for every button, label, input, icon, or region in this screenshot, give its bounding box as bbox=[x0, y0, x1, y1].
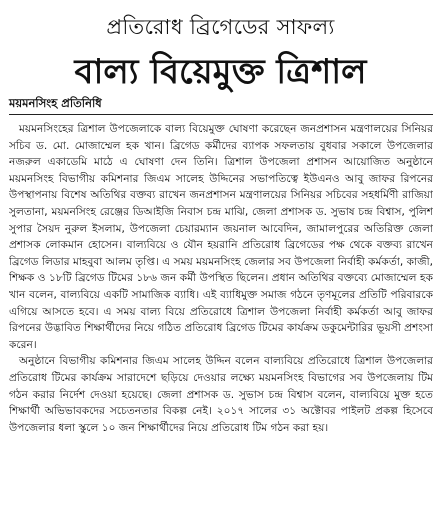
article-byline: ময়মনসিংহ প্রতিনিধি bbox=[9, 96, 102, 110]
article-kicker: প্রতিরোধ ব্রিগেডের সাফল্য bbox=[106, 15, 335, 39]
article-paragraph: ময়মনসিংহের ত্রিশাল উপজেলাকে বাল্য বিয়েমুক্ত ঘোষণা করেছেন জনপ্রশাসন মন্ত্রণালয়ের সিনিয়র সচিব ড. মো. মোজাম্মেল হক খান। ব্রিগেড কর্মীদের ব্যাপক সফলতায় বুধবার সকালে উপজেলার নজরুল একাডেমি মাঠে এ ঘোষণা দেন তিনি। ত্রিশাল উপজেলা প্রশাসন আয়োজিত অনুষ্ঠানে ময়মনসিংহ বিভাগীয় কমিশনার জিএম সালেহ উদ্দিনের সভাপতিত্বে ইউএনও আবু জাফর রিপনের উপস্থাপনায় বিশেষ অতিথির বক্তব্য রাখেন জনপ্রশাসন মন্ত্রণালয়ের সিনিয়র সচিবের সহধর্মিণী রাজিয়া সুলতানা, ময়মনসিংহ রেঞ্জের ডিআইজি নিবাস চন্দ্র মাঝি, জেলা প্রশাসক ড. সুভাষ চন্দ্র বিশ্বাস, পুলিশ সুপার সৈয়দ নুরুল ইসলাম, উপজেলা চেয়ারম্যান জয়নাল আবেদিন, জামালপুরের অতিরিক্ত জেলা প্রশাসক লোকমান হোসেন। বাল্যবিয়ে ও যৌন হয়রানি প্রতিরোধ ব্রিগেডের পক্ষ থেকে বক্তব্য রাখেন ব্রিগেড লিডার মাহবুবা আলম তৃপ্তি। এ সময় ময়মনসিংহ জেলার সব উপজেলা নির্বাহী কর্মকর্তা, কাজী, শিক্ষক ও ১৮টি ব্রিগেড টিমের ১৮৬ জন কর্মী উপস্থিত ছিলেন। প্রধান অতিথির বক্তব্যে মোজাম্মেল হক খান বলেন, বাল্যবিয়ে একটি সামাজিক ব্যাধি। এই ব্যাধিমুক্ত সমাজ গঠনে তৃণমূলের প্রতিটি পরিবারকে এগিয়ে আসতে হবে। এ সময় বাল্য বিয়ে প্রতিরোধে ত্রিশাল উপজেলা নির্বাহী কর্মকর্তা আবু জাফর রিপনের উদ্ভাবিত শিক্ষার্থীদের নিয়ে গঠিত প্রতিরোধ ব্রিগেড টিমের কার্যক্রম ডকুমেন্টারির ভূয়সী প্রশংসা করেন। bbox=[9, 123, 433, 351]
article-headline: বাল্য বিয়েমুক্ত ত্রিশাল bbox=[74, 52, 367, 92]
article-body bbox=[9, 121, 433, 507]
article-paragraph: অনুষ্ঠানে বিভাগীয় কমিশনার জিএম সালেহ উদ্দিন বলেন বাল্যবিয়ে প্রতিরোধে ত্রিশাল উপজেলার প্রতিরোধ টিমের কার্যক্রম সারাদেশে ছড়িয়ে দেওয়ার লক্ষ্যে ময়মনসিংহ বিভাগের সব উপজেলায় টিম গঠন করার নির্দেশ দেওয়া হয়েছে। জেলা প্রশাসক ড. সুভাস চন্দ্র বিশ্বাস বলেন, বাল্যবিয়ে মুক্ত হতে শিক্ষার্থী অভিভাবকদের সচেতনতার বিকল্প নেই। ২০১৭ সালের ৩১ অক্টোবর পাইলট প্রকল্প হিসেবে উপজেলার ধলা স্কুলে ১০ জন শিক্ষার্থীদের নিয়ে প্রতিরোধ টিম গঠন করা হয়। bbox=[9, 355, 433, 434]
byline-divider bbox=[9, 114, 433, 115]
